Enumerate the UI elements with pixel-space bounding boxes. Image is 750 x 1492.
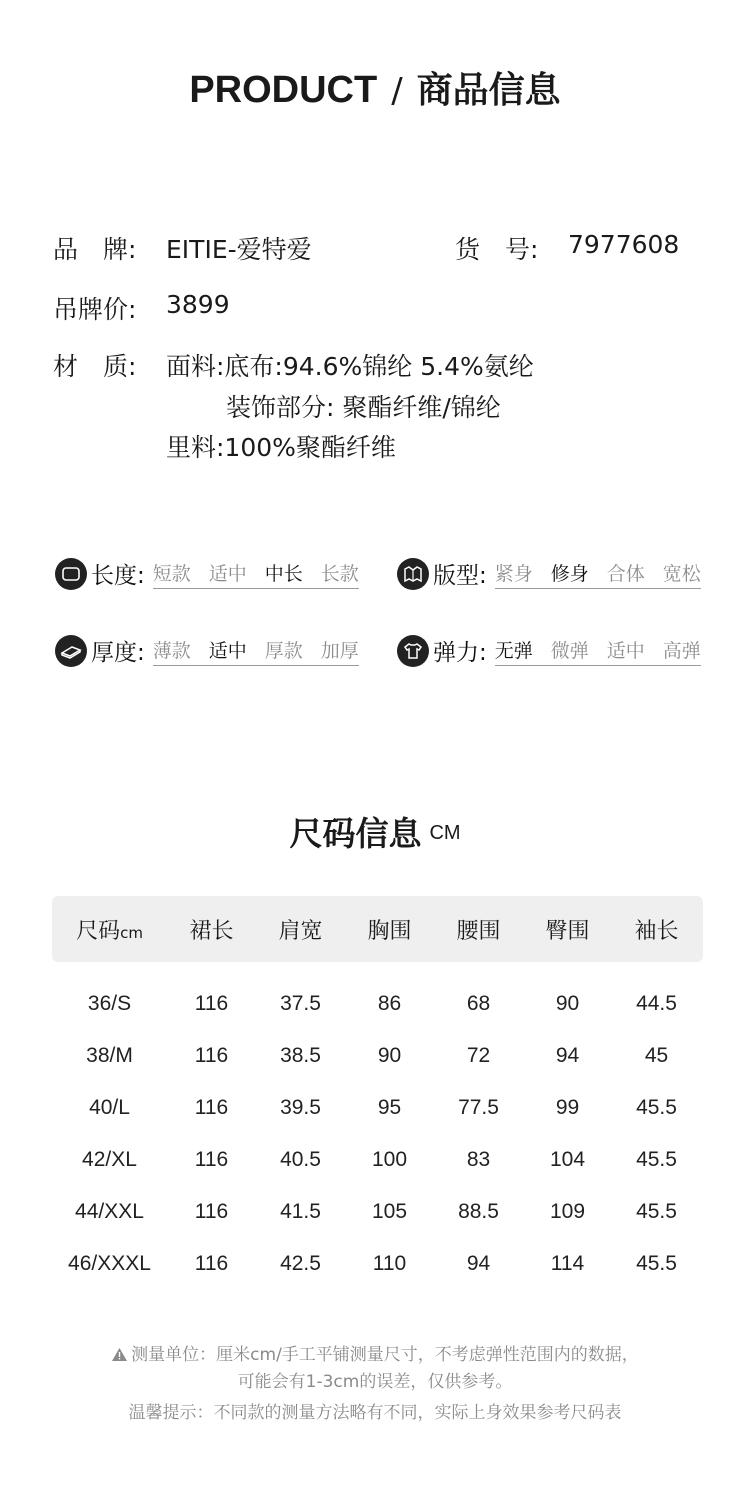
sku-value: 7977608 (568, 230, 680, 259)
table-cell: 109 (549, 1200, 586, 1223)
header-cell: 腰围 (456, 918, 501, 944)
note-line-2: 可能会有1-3cm的误差，仅供参考。 (237, 1372, 513, 1392)
table-cell: 42.5 (280, 1252, 321, 1275)
page-title (0, 62, 750, 113)
table-cell: 40/L (89, 1096, 130, 1119)
table-cell: 86 (377, 992, 402, 1015)
header-cell-size (52, 914, 167, 945)
table-cell: 45.5 (636, 1096, 677, 1119)
table-cell: 41.5 (280, 1200, 321, 1223)
material-label: 材 质: (53, 352, 137, 381)
title-en: PRODUCT (189, 69, 378, 111)
title-cn: 商品信息 (416, 70, 561, 111)
table-cell: 110 (372, 1252, 407, 1275)
brand-label: 品 牌: (53, 235, 137, 264)
table-row (52, 1238, 703, 1290)
table-cell: 116 (194, 1096, 229, 1119)
thickness-option-thick: 厚款 (264, 639, 303, 662)
header-size-text: 尺码 (76, 918, 121, 944)
table-row (52, 1186, 703, 1238)
length-option-long: 长款 (320, 562, 359, 585)
table-cell: 90 (555, 992, 580, 1015)
table-cell: 37.5 (280, 992, 321, 1015)
table-cell: 116 (194, 1148, 229, 1171)
table-cell: 116 (194, 1044, 229, 1067)
attr-fit (397, 557, 701, 590)
elasticity-option-high: 高弹 (662, 639, 701, 662)
header-cell: 肩宽 (278, 918, 323, 944)
table-row (52, 1134, 703, 1186)
size-table-header (52, 896, 703, 962)
fit-option-loose: 宽松 (662, 562, 701, 585)
table-cell: 88.5 (458, 1200, 499, 1223)
dress-length-icon (55, 558, 87, 590)
title-separator: / (391, 71, 403, 111)
fabric-thickness-icon (55, 635, 87, 667)
table-cell: 116 (194, 1252, 229, 1275)
header-cell: 臀围 (545, 918, 590, 944)
table-cell: 44/XXL (75, 1200, 144, 1223)
table-cell: 46/XXXL (68, 1252, 151, 1275)
table-cell: 95 (377, 1096, 402, 1119)
table-cell: 104 (549, 1148, 586, 1171)
sku-label: 货 号: (455, 235, 539, 264)
material-line-3: 里料:100%聚酯纤维 (166, 433, 396, 462)
fit-option-regular: 合体 (606, 562, 645, 585)
note-line-1: 测量单位：厘米cm/手工平铺测量尺寸，不考虑弹性范围内的数据， (131, 1345, 639, 1365)
table-cell: 94 (466, 1252, 491, 1275)
attr-length (55, 557, 359, 590)
table-cell: 45.5 (636, 1148, 677, 1171)
table-cell: 105 (371, 1200, 408, 1223)
table-cell: 77.5 (458, 1096, 499, 1119)
size-title-unit: CM (429, 822, 461, 844)
attr-length-label: 长度: (91, 563, 145, 589)
table-cell: 38.5 (280, 1044, 321, 1067)
length-option-short: 短款 (152, 562, 191, 585)
table-row (52, 1030, 703, 1082)
table-cell: 42/XL (82, 1148, 137, 1171)
material-line-1: 面料:底布:94.6%锦纶 5.4%氨纶 (166, 352, 534, 381)
attr-elasticity-label: 弹力: (433, 640, 487, 666)
length-option-medium: 适中 (208, 562, 247, 585)
fit-option-slim: 修身 (550, 562, 589, 585)
note-line-3: 温馨提示：不同款的测量方法略有不同，实际上身效果参考尺码表 (128, 1403, 622, 1423)
attr-elasticity (397, 634, 701, 667)
table-cell: 100 (371, 1148, 408, 1171)
table-row (52, 1082, 703, 1134)
size-title-text: 尺码信息 (289, 814, 422, 853)
thickness-option-medium: 适中 (208, 639, 247, 662)
fit-option-tight: 紧身 (494, 562, 533, 585)
table-cell: 116 (194, 1200, 229, 1223)
table-cell: 36/S (87, 992, 132, 1015)
header-cell: 袖长 (634, 918, 679, 944)
material-line-2: 装饰部分: 聚酯纤维/锦纶 (226, 393, 501, 422)
header-size-unit: cm (120, 923, 143, 942)
table-cell: 40.5 (280, 1148, 321, 1171)
elasticity-option-medium: 适中 (606, 639, 645, 662)
warning-icon (111, 1347, 128, 1367)
measurement-note-1 (0, 1340, 750, 1367)
table-cell: 68 (466, 992, 491, 1015)
table-cell: 83 (466, 1148, 491, 1171)
table-cell: 39.5 (280, 1096, 321, 1119)
elasticity-option-slight: 微弹 (550, 639, 589, 662)
table-row (52, 978, 703, 1030)
thickness-option-thin: 薄款 (152, 639, 191, 662)
price-value: 3899 (166, 290, 230, 319)
attr-thickness-label: 厚度: (91, 640, 145, 666)
table-cell: 45 (644, 1044, 669, 1067)
table-cell: 90 (377, 1044, 402, 1067)
price-label: 吊牌价: (53, 295, 137, 324)
elasticity-option-none: 无弹 (494, 639, 533, 662)
table-cell: 94 (555, 1044, 580, 1067)
table-cell: 44.5 (636, 992, 677, 1015)
size-section-title (0, 808, 750, 855)
table-cell: 45.5 (636, 1200, 677, 1223)
header-cell: 裙长 (189, 918, 234, 944)
length-option-midi: 中长 (264, 562, 303, 585)
attr-fit-label: 版型: (433, 563, 487, 589)
table-cell: 116 (194, 992, 229, 1015)
table-cell: 114 (550, 1252, 585, 1275)
table-cell: 99 (555, 1096, 580, 1119)
attr-thickness (55, 634, 359, 667)
header-cell: 胸围 (367, 918, 412, 944)
table-cell: 72 (466, 1044, 491, 1067)
table-cell: 45.5 (636, 1252, 677, 1275)
tshirt-stretch-icon (397, 635, 429, 667)
thickness-option-extra-thick: 加厚 (320, 639, 359, 662)
table-cell: 38/M (86, 1044, 133, 1067)
brand-value: EITIE-爱特爱 (166, 235, 312, 264)
fit-shape-icon (397, 558, 429, 590)
